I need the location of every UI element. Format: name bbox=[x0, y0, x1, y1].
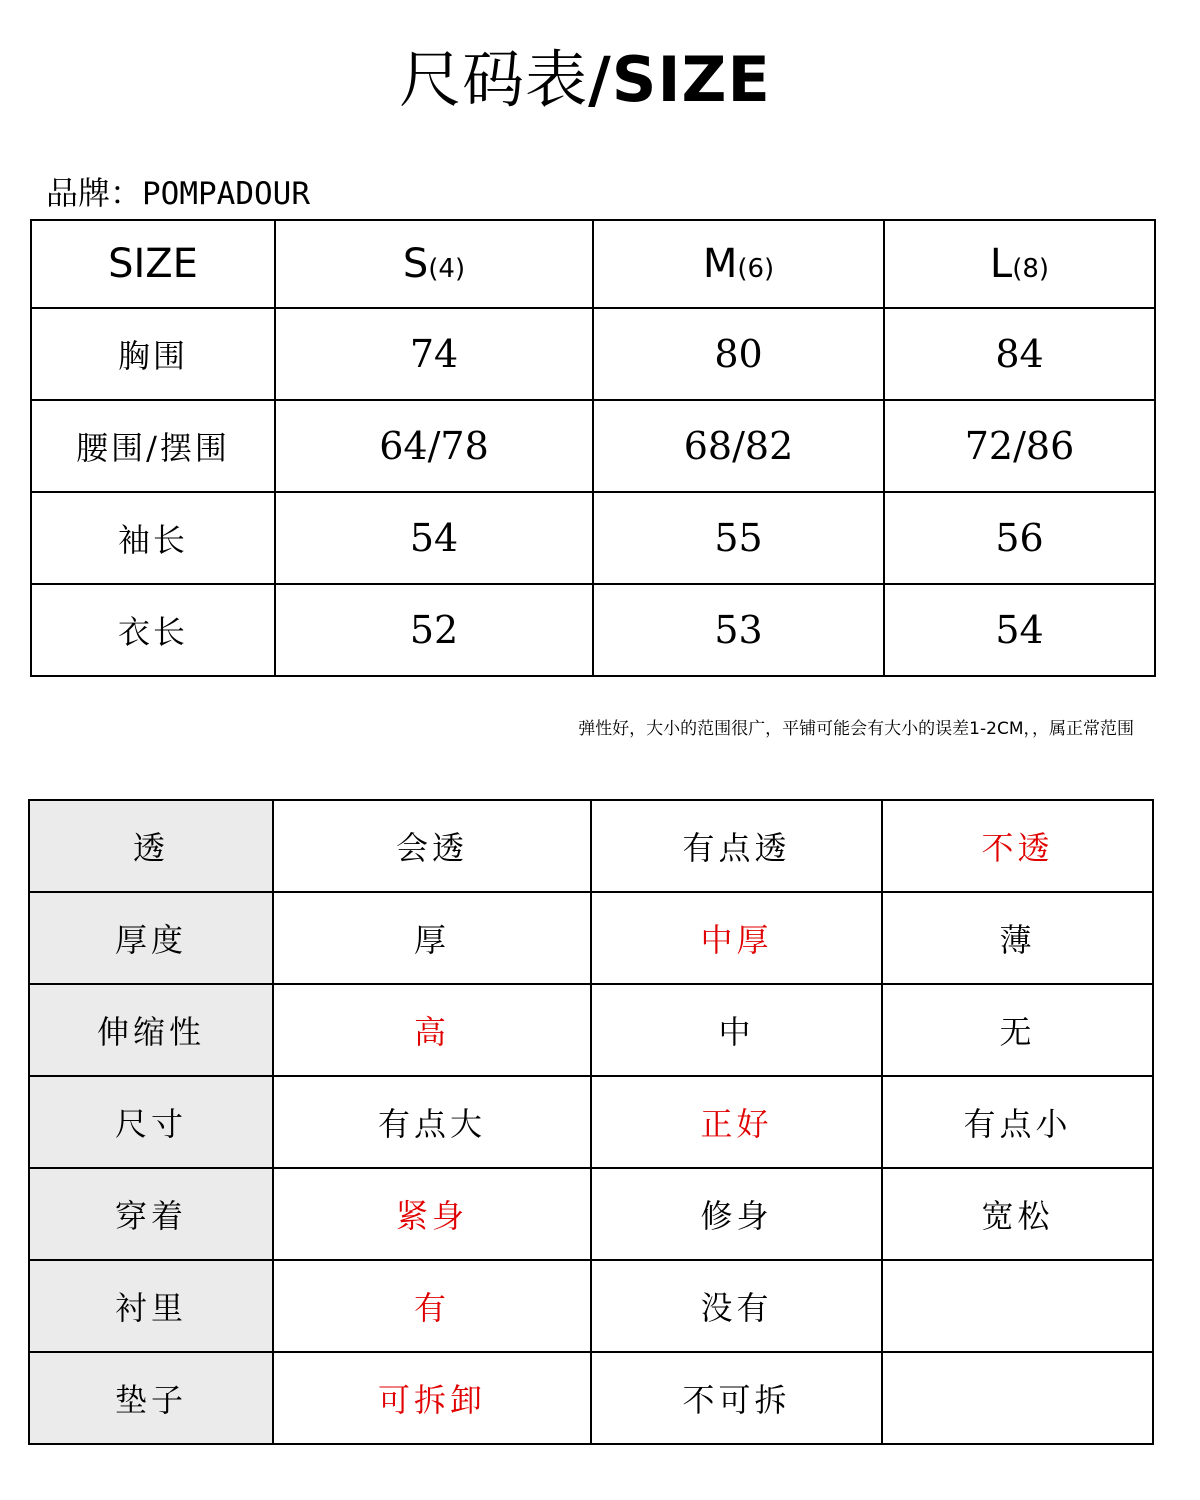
row-label: 透 bbox=[29, 800, 273, 892]
table-row bbox=[31, 584, 1155, 676]
row-label: 厚度 bbox=[29, 892, 273, 984]
measure-value: 84 bbox=[884, 308, 1155, 400]
size-header-m: M(6) bbox=[593, 220, 884, 308]
table-row bbox=[29, 1260, 1153, 1352]
table-row bbox=[29, 892, 1153, 984]
size-header-l: L(8) bbox=[884, 220, 1155, 308]
brand-label: 品牌： bbox=[46, 174, 143, 212]
row-label: 衣长 bbox=[31, 584, 275, 676]
option-cell: 无 bbox=[882, 984, 1153, 1076]
row-label: 衬里 bbox=[29, 1260, 273, 1352]
option-cell: 宽松 bbox=[882, 1168, 1153, 1260]
size-note: 弹性好，大小的范围很广，平铺可能会有大小的误差1-2CM，，属正常范围 bbox=[578, 719, 1134, 739]
row-label: 垫子 bbox=[29, 1352, 273, 1444]
option-cell-selected: 有 bbox=[273, 1260, 591, 1352]
option-cell-empty bbox=[882, 1260, 1153, 1352]
row-label: 胸围 bbox=[31, 308, 275, 400]
option-cell: 厚 bbox=[273, 892, 591, 984]
table-row bbox=[29, 1076, 1153, 1168]
size-header-s: S(4) bbox=[275, 220, 593, 308]
row-label: 尺寸 bbox=[29, 1076, 273, 1168]
measure-value: 53 bbox=[593, 584, 884, 676]
measure-value: 56 bbox=[884, 492, 1155, 584]
table-row bbox=[29, 800, 1153, 892]
option-cell-selected: 高 bbox=[273, 984, 591, 1076]
row-label: 腰围/摆围 bbox=[31, 400, 275, 492]
measure-value: 55 bbox=[593, 492, 884, 584]
measure-value: 54 bbox=[275, 492, 593, 584]
fabric-properties-table bbox=[28, 799, 1154, 1445]
row-label: 穿着 bbox=[29, 1168, 273, 1260]
title-latin: /SIZE bbox=[588, 43, 771, 116]
option-cell: 有点大 bbox=[273, 1076, 591, 1168]
table-row bbox=[29, 1352, 1153, 1444]
table-row bbox=[31, 492, 1155, 584]
brand-value: POMPADOUR bbox=[142, 176, 310, 212]
option-cell: 会透 bbox=[273, 800, 591, 892]
table-row bbox=[31, 400, 1155, 492]
measure-value: 72/86 bbox=[884, 400, 1155, 492]
option-cell: 中 bbox=[591, 984, 882, 1076]
table-row bbox=[29, 1168, 1153, 1260]
option-cell: 有点小 bbox=[882, 1076, 1153, 1168]
option-cell: 薄 bbox=[882, 892, 1153, 984]
table-row bbox=[31, 308, 1155, 400]
row-label: 袖长 bbox=[31, 492, 275, 584]
option-cell: 有点透 bbox=[591, 800, 882, 892]
option-cell-selected: 中厚 bbox=[591, 892, 882, 984]
measure-value: 64/78 bbox=[275, 400, 593, 492]
option-cell-selected: 紧身 bbox=[273, 1168, 591, 1260]
measure-value: 68/82 bbox=[593, 400, 884, 492]
measure-value: 80 bbox=[593, 308, 884, 400]
title-cn: 尺码表 bbox=[399, 43, 589, 116]
measure-value: 52 bbox=[275, 584, 593, 676]
size-header-row bbox=[31, 220, 1155, 308]
table-row bbox=[29, 984, 1153, 1076]
measure-value: 74 bbox=[275, 308, 593, 400]
page-title bbox=[0, 30, 1170, 119]
brand-line bbox=[46, 168, 310, 214]
measure-value: 54 bbox=[884, 584, 1155, 676]
option-cell: 不可拆 bbox=[591, 1352, 882, 1444]
option-cell-empty bbox=[882, 1352, 1153, 1444]
option-cell-selected: 可拆卸 bbox=[273, 1352, 591, 1444]
size-table bbox=[30, 219, 1156, 677]
option-cell-selected: 正好 bbox=[591, 1076, 882, 1168]
row-label: 伸缩性 bbox=[29, 984, 273, 1076]
option-cell-selected: 不透 bbox=[882, 800, 1153, 892]
option-cell: 没有 bbox=[591, 1260, 882, 1352]
option-cell: 修身 bbox=[591, 1168, 882, 1260]
size-header-label: SIZE bbox=[31, 220, 275, 308]
